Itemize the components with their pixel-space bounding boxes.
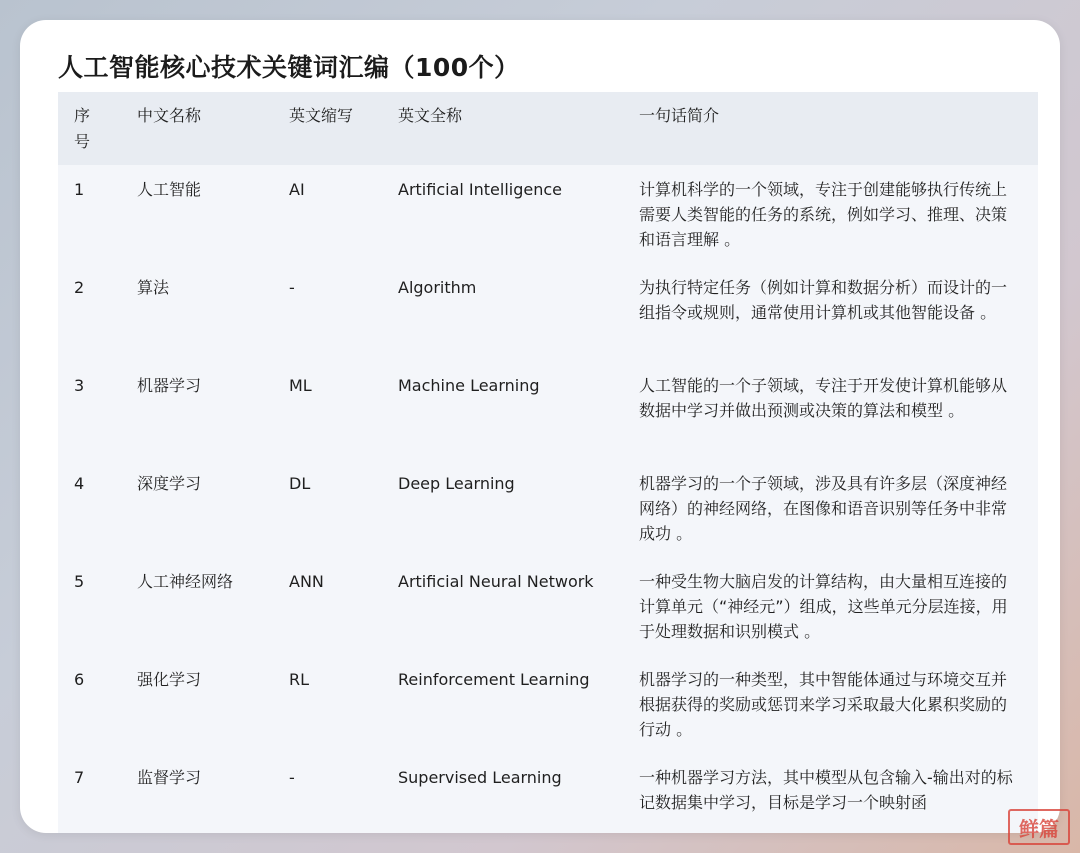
cell-no: 1	[74, 180, 85, 199]
cell-chinese-name: 算法	[137, 278, 170, 297]
document-card	[20, 20, 1060, 833]
table-row	[58, 557, 1038, 655]
cell-english-name: Machine Learning	[398, 376, 540, 395]
watermark-seal: 鲜篇	[1008, 809, 1070, 845]
table-row	[58, 459, 1038, 557]
cell-english-name: Artificial Neural Network	[398, 572, 594, 591]
cell-chinese-name: 机器学习	[137, 376, 202, 395]
cell-no: 2	[74, 278, 85, 297]
header-chinese-name: 中文名称	[121, 92, 273, 165]
cell-description: 机器学习的一个子领域，涉及具有许多层（深度神经网络）的神经网络，在图像和语音识别等任务中非常成功 。	[639, 474, 1008, 543]
cell-description: 人工智能的一个子领域，专注于开发使计算机能够从数据中学习并做出预测或决策的算法和模型 。	[639, 376, 1008, 420]
cell-english-name: Supervised Learning	[398, 768, 562, 787]
cell-abbreviation: RL	[289, 670, 310, 689]
cell-chinese-name: 人工神经网络	[137, 572, 234, 591]
cell-abbreviation: ANN	[289, 572, 324, 591]
cell-no: 7	[74, 768, 85, 787]
header-abbreviation: 英文缩写	[273, 92, 382, 165]
cell-no: 4	[74, 474, 85, 493]
cell-no: 6	[74, 670, 85, 689]
keyword-table	[58, 92, 1038, 833]
cell-no: 5	[74, 572, 85, 591]
table-header-row	[58, 92, 1038, 165]
header-description: 一句话简介	[623, 92, 1038, 165]
cell-no: 3	[74, 376, 85, 395]
cell-abbreviation: -	[289, 768, 295, 787]
table-row	[58, 753, 1038, 833]
table-row	[58, 165, 1038, 263]
table-container[interactable]	[58, 92, 1038, 833]
cell-abbreviation: AI	[289, 180, 305, 199]
table-row	[58, 361, 1038, 459]
cell-description: 计算机科学的一个领域，专注于创建能够执行传统上需要人类智能的任务的系统，例如学习、推理、决策和语言理解 。	[639, 180, 1008, 249]
cell-chinese-name: 监督学习	[137, 768, 202, 787]
header-english-name: 英文全称	[382, 92, 623, 165]
header-no: 序号	[58, 92, 121, 165]
cell-english-name: Algorithm	[398, 278, 477, 297]
cell-english-name: Artificial Intelligence	[398, 180, 562, 199]
cell-chinese-name: 强化学习	[137, 670, 202, 689]
cell-english-name: Deep Learning	[398, 474, 515, 493]
page-title: 人工智能核心技术关键词汇编（100个）	[58, 53, 520, 82]
cell-chinese-name: 人工智能	[137, 180, 202, 199]
cell-description: 为执行特定任务（例如计算和数据分析）而设计的一组指令或规则，通常使用计算机或其他智能设备 。	[639, 278, 1008, 322]
cell-abbreviation: DL	[289, 474, 311, 493]
cell-abbreviation: -	[289, 278, 295, 297]
table-row	[58, 655, 1038, 753]
cell-english-name: Reinforcement Learning	[398, 670, 590, 689]
cell-description: 一种机器学习方法，其中模型从包含输入-输出对的标记数据集中学习，目标是学习一个映射函	[639, 768, 1013, 812]
cell-description: 机器学习的一种类型，其中智能体通过与环境交互并根据获得的奖励或惩罚来学习采取最大化累积奖励的行动 。	[639, 670, 1008, 739]
table-row	[58, 263, 1038, 361]
cell-description: 一种受生物大脑启发的计算结构，由大量相互连接的计算单元（“神经元”）组成，这些单元分层连接，用于处理数据和识别模式 。	[639, 572, 1008, 641]
cell-abbreviation: ML	[289, 376, 312, 395]
cell-chinese-name: 深度学习	[137, 474, 202, 493]
